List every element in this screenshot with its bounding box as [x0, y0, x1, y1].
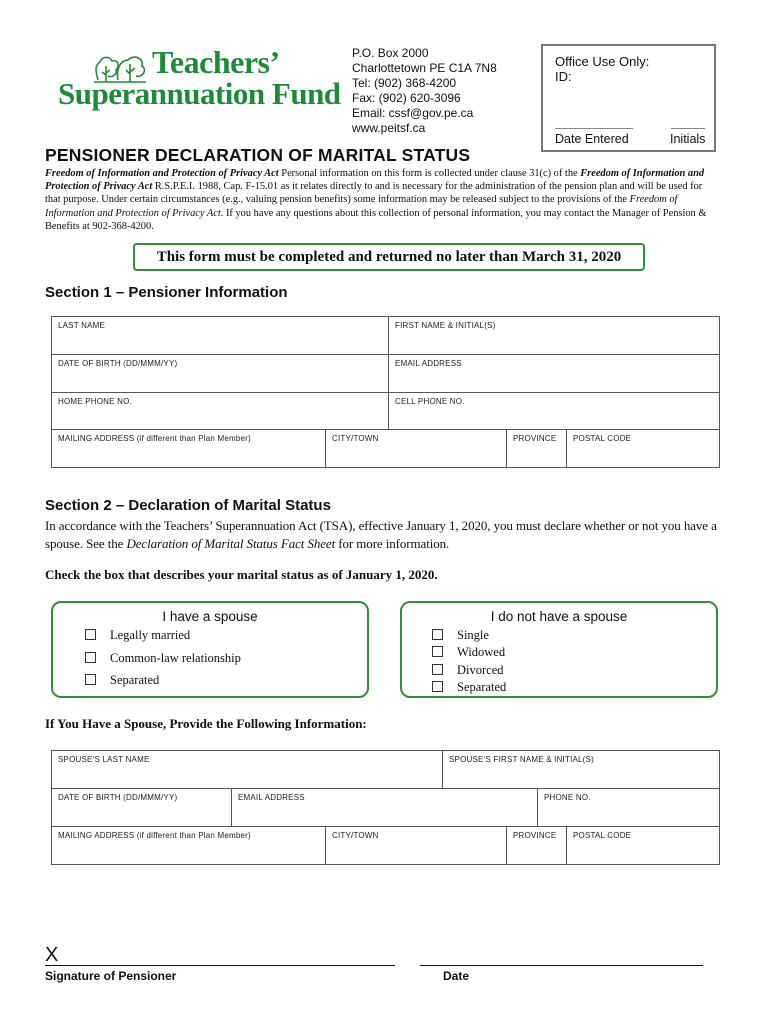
signature-line[interactable] [45, 965, 395, 966]
spouse-info-heading: If You Have a Spouse, Provide the Following Information: [45, 716, 367, 731]
spouse-dob-label: DATE OF BIRTH (DD/MMM/YY) [58, 793, 178, 802]
option-label: Single [457, 628, 489, 642]
contact-po-box: P.O. Box 2000 [352, 46, 429, 60]
option-widowed[interactable] [432, 645, 505, 660]
city-field[interactable] [325, 429, 507, 468]
section2-text-a: In accordance with the Teachers’ Superannuation Act (TSA), effective January 1, 2020, you must declare whether or not you have a spouse. See the [45, 518, 717, 551]
mailing-address-field[interactable] [51, 429, 326, 468]
option-label: Legally married [110, 628, 191, 642]
spouse-postal-code-field[interactable] [566, 826, 720, 865]
first-name-field[interactable] [388, 316, 720, 355]
option-legally-married[interactable] [85, 628, 190, 643]
date-label: Date [443, 969, 470, 983]
spouse-first-name-field[interactable] [442, 750, 720, 789]
checkbox[interactable] [85, 652, 96, 663]
spouse-phone-label: PHONE NO. [544, 793, 591, 802]
option-label: Divorced [457, 663, 504, 677]
last-name-field[interactable] [51, 316, 389, 355]
office-use-title: Office Use Only: [555, 54, 650, 69]
spouse-province-label: PROVINCE [513, 831, 557, 840]
fact-sheet-name: Declaration of Marital Status Fact Sheet [126, 536, 336, 551]
option-separated-spouse[interactable] [85, 673, 159, 688]
contact-website[interactable]: www.peitsf.ca [352, 121, 426, 135]
office-id-label: ID: [555, 69, 572, 84]
email-field[interactable] [388, 354, 720, 393]
logo-text-fund: Superannuation Fund [58, 76, 341, 111]
contact-city: Charlottetown PE C1A 7N8 [352, 61, 497, 75]
deadline-banner: This form must be completed and returned no later than March 31, 2020 [133, 243, 645, 271]
form-title: PENSIONER DECLARATION OF MARITAL STATUS [45, 145, 471, 165]
spouse-email-field[interactable] [231, 788, 538, 827]
email-label: EMAIL ADDRESS [395, 359, 462, 368]
privacy-act-name: Freedom of Information and Protection of Privacy Act [45, 168, 279, 179]
section1-heading: Section 1 – Pensioner Information [45, 284, 288, 301]
privacy-text-3: . If you have any questions about this collection of personal information, you may contact the Manager of Pension & Benefits at 902-368-4200. [45, 207, 707, 232]
signature-x-mark: X [45, 944, 59, 966]
last-name-label: LAST NAME [58, 321, 105, 330]
option-label: Widowed [457, 645, 506, 659]
first-name-label: FIRST NAME & INITIAL(S) [395, 321, 496, 330]
have-spouse-heading: I have a spouse [162, 609, 258, 624]
checkbox[interactable] [85, 674, 96, 685]
spouse-email-label: EMAIL ADDRESS [238, 793, 305, 802]
spouse-phone-field[interactable] [537, 788, 720, 827]
section2-text-b: for more information. [335, 536, 450, 551]
privacy-text-1: Personal information on this form is collected under clause 31(c) of the [278, 168, 581, 179]
fund-logo [58, 44, 341, 122]
privacy-text-2: R.S.P.E.I. 1988, Cap. F-15.01 as it relates directly to and is necessary for the administration of the pension plan and will be used for that purpose. Under certain circumstances (e.g., valuing pension benefits) some information may be released subject to the provisions of the [45, 181, 703, 206]
dob-field[interactable] [51, 354, 389, 393]
initials-line [671, 128, 705, 129]
option-common-law[interactable] [85, 651, 241, 666]
have-spouse-box [51, 601, 369, 698]
option-divorced[interactable] [432, 663, 504, 678]
spouse-postal-code-label: POSTAL CODE [573, 831, 632, 840]
initials-label: Initials [670, 132, 706, 146]
mailing-address-label: MAILING ADDRESS (if different than Plan Member) [58, 434, 251, 443]
option-label: Common-law relationship [110, 651, 241, 665]
no-spouse-box [400, 601, 718, 698]
signature-label: Signature of Pensioner [45, 969, 177, 983]
no-spouse-heading: I do not have a spouse [490, 609, 628, 624]
spouse-first-name-label: SPOUSE’S FIRST NAME & INITIAL(S) [449, 755, 594, 764]
contact-tel: Tel: (902) 368-4200 [352, 76, 457, 90]
privacy-act-name: Freedom of Information and Protection of Privacy Act [45, 168, 705, 193]
spouse-mailing-address-field[interactable] [51, 826, 326, 865]
dob-label: DATE OF BIRTH (DD/MMM/YY) [58, 359, 178, 368]
contact-block [352, 46, 497, 136]
postal-code-label: POSTAL CODE [573, 434, 632, 443]
spouse-last-name-label: SPOUSE’S LAST NAME [58, 755, 150, 764]
checkbox[interactable] [432, 646, 443, 657]
option-label: Separated [110, 673, 160, 687]
city-label: CITY/TOWN [332, 434, 379, 443]
home-phone-label: HOME PHONE NO. [58, 397, 132, 406]
date-line[interactable] [420, 965, 703, 966]
privacy-act-name: Freedom of Information and Protection of Privacy Act [45, 194, 678, 219]
spouse-province-field[interactable] [506, 826, 567, 865]
spouse-city-field[interactable] [325, 826, 507, 865]
postal-code-field[interactable] [566, 429, 720, 468]
spouse-mailing-address-label: MAILING ADDRESS (if different than Plan Member) [58, 831, 251, 840]
province-field[interactable] [506, 429, 567, 468]
office-use-box [541, 44, 716, 152]
section2-description [45, 517, 725, 553]
contact-email: Email: cssf@gov.pe.ca [352, 106, 474, 120]
option-label: Separated [457, 680, 507, 694]
checkbox[interactable] [432, 664, 443, 675]
checkbox[interactable] [432, 629, 443, 640]
section2-heading: Section 2 – Declaration of Marital Status [45, 497, 331, 514]
option-single[interactable] [432, 628, 489, 643]
spouse-city-label: CITY/TOWN [332, 831, 379, 840]
home-phone-field[interactable] [51, 392, 389, 430]
spouse-dob-field[interactable] [51, 788, 232, 827]
checkbox[interactable] [432, 681, 443, 692]
cell-phone-field[interactable] [388, 392, 720, 430]
spouse-last-name-field[interactable] [51, 750, 443, 789]
date-entered-label: Date Entered [555, 132, 629, 146]
province-label: PROVINCE [513, 434, 557, 443]
logo-text-teachers: Teachers’ [152, 44, 280, 80]
checkbox[interactable] [85, 629, 96, 640]
option-separated[interactable] [432, 680, 506, 695]
date-entered-line [555, 128, 633, 129]
contact-fax: Fax: (902) 620-3096 [352, 91, 461, 105]
privacy-notice [45, 167, 717, 233]
check-instruction: Check the box that describes your marital status as of January 1, 2020. [45, 567, 438, 582]
cell-phone-label: CELL PHONE NO. [395, 397, 465, 406]
